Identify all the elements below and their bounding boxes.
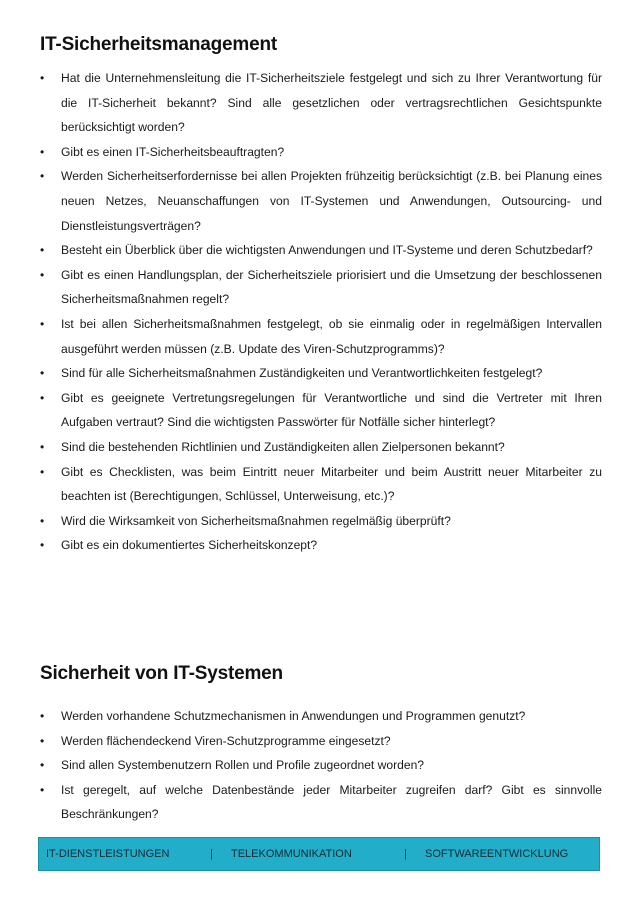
question-list-1 — [40, 66, 602, 558]
list-item — [40, 140, 602, 165]
bullet-icon: • — [40, 243, 45, 258]
footer-separator: | — [210, 848, 213, 860]
section-title-sicherheit-von-it-systemen: Sicherheit von IT-Systemen — [40, 663, 283, 684]
list-item-text: Wird die Wirksamkeit von Sicherheitsmaßnahmen regelmäßig überprüft? — [61, 513, 451, 528]
bullet-icon: • — [40, 366, 45, 381]
footer-bar — [38, 837, 600, 871]
bullet-icon: • — [40, 439, 45, 454]
list-item-text: Gibt es geeignete Vertretungsregelungen für Verantwortliche und sind die Vertreter mit Ihren Aufgaben vertraut? Sind die wichtigsten Passwörter für Notfälle sicher hinterlegt? — [61, 390, 602, 430]
bullet-icon: • — [40, 316, 45, 331]
footer-softwareentwicklung: SOFTWAREENTWICKLUNG — [425, 848, 569, 860]
list-item-text: Ist geregelt, auf welche Datenbestände jeder Mitarbeiter zugreifen darf? Gibt es sinnvolle Beschränkungen? — [61, 782, 602, 822]
list-item — [40, 361, 602, 386]
list-item — [40, 729, 602, 754]
list-item-text: Gibt es Checklisten, was beim Eintritt neuer Mitarbeiter und beim Austritt neuer Mitarbeiter zu beachten ist (Berechtigungen, Schlüssel, Unterweisung, etc.)? — [61, 464, 602, 504]
list-item-text: Sind allen Systembenutzern Rollen und Profile zugeordnet worden? — [61, 758, 425, 773]
footer-telekommunikation: TELEKOMMUNIKATION — [231, 848, 352, 860]
footer-it-dienstleistungen: IT-DIENSTLEISTUNGEN — [46, 848, 170, 860]
section-title-it-sicherheitsmanagement: IT-Sicherheitsmanagement — [40, 34, 277, 55]
list-item — [40, 460, 602, 509]
list-item-text: Sind die bestehenden Richtlinien und Zuständigkeiten allen Zielpersonen bekannt? — [61, 439, 505, 454]
list-item — [40, 753, 602, 778]
bullet-icon: • — [40, 733, 45, 748]
list-item — [40, 66, 602, 140]
list-item-text: Werden Sicherheitserfordernisse bei allen Projekten frühzeitig berücksichtigt (z.B. bei Planung eines neuen Netzes, Neuanschaffungen von IT-Systemen und Anwendungen, Outsourcing- und Dienstleistungsverträgen? — [61, 169, 602, 233]
list-item-text: Ist bei allen Sicherheitsmaßnahmen festgelegt, ob sie einmalig oder in regelmäßigen Intervallen ausgeführt werden müssen (z.B. Update des Viren-Schutzprogramms)? — [61, 316, 602, 356]
list-item — [40, 704, 602, 729]
bullet-icon: • — [40, 267, 45, 282]
list-item — [40, 164, 602, 238]
bullet-icon: • — [40, 758, 45, 773]
bullet-icon: • — [40, 144, 45, 159]
bullet-icon: • — [40, 169, 45, 184]
list-item — [40, 238, 602, 263]
list-item — [40, 778, 602, 827]
list-item-text: Werden vorhandene Schutzmechanismen in Anwendungen und Programmen genutzt? — [61, 709, 526, 723]
bullet-icon: • — [40, 390, 45, 405]
bullet-icon: • — [40, 782, 45, 797]
list-item-text: Hat die Unternehmensleitung die IT-Sicherheitsziele festgelegt und sich zu Ihrer Verantwortung für die IT-Sicherheit bekannt? Sind alle gesetzlichen oder vertragsrechtlichen Gesichtspunkte berücksichtigt worden? — [61, 71, 602, 135]
list-item-text: Werden flächendeckend Viren-Schutzprogramme eingesetzt? — [61, 733, 391, 748]
list-item-text: Gibt es einen IT-Sicherheitsbeauftragten? — [61, 144, 285, 159]
list-item — [40, 386, 602, 435]
list-item — [40, 435, 602, 460]
list-item — [40, 312, 602, 361]
list-item-text: Besteht ein Überblick über die wichtigsten Anwendungen und IT-Systeme und deren Schutzbedarf? — [61, 243, 593, 258]
list-item — [40, 509, 602, 534]
list-item — [40, 533, 602, 558]
bullet-icon: • — [40, 538, 45, 553]
bullet-icon: • — [40, 464, 45, 479]
bullet-icon: • — [40, 71, 45, 85]
bullet-icon: • — [40, 709, 45, 723]
footer-separator: | — [404, 848, 407, 860]
bullet-icon: • — [40, 513, 45, 528]
list-item-text: Gibt es einen Handlungsplan, der Sicherheitsziele priorisiert und die Umsetzung der beschlossenen Sicherheitsmaßnahmen regelt? — [61, 267, 602, 307]
list-item-text: Sind für alle Sicherheitsmaßnahmen Zuständigkeiten und Verantwortlichkeiten festgelegt? — [61, 366, 543, 381]
list-item — [40, 263, 602, 312]
question-list-2 — [40, 704, 602, 827]
list-item-text: Gibt es ein dokumentiertes Sicherheitskonzept? — [61, 538, 318, 553]
